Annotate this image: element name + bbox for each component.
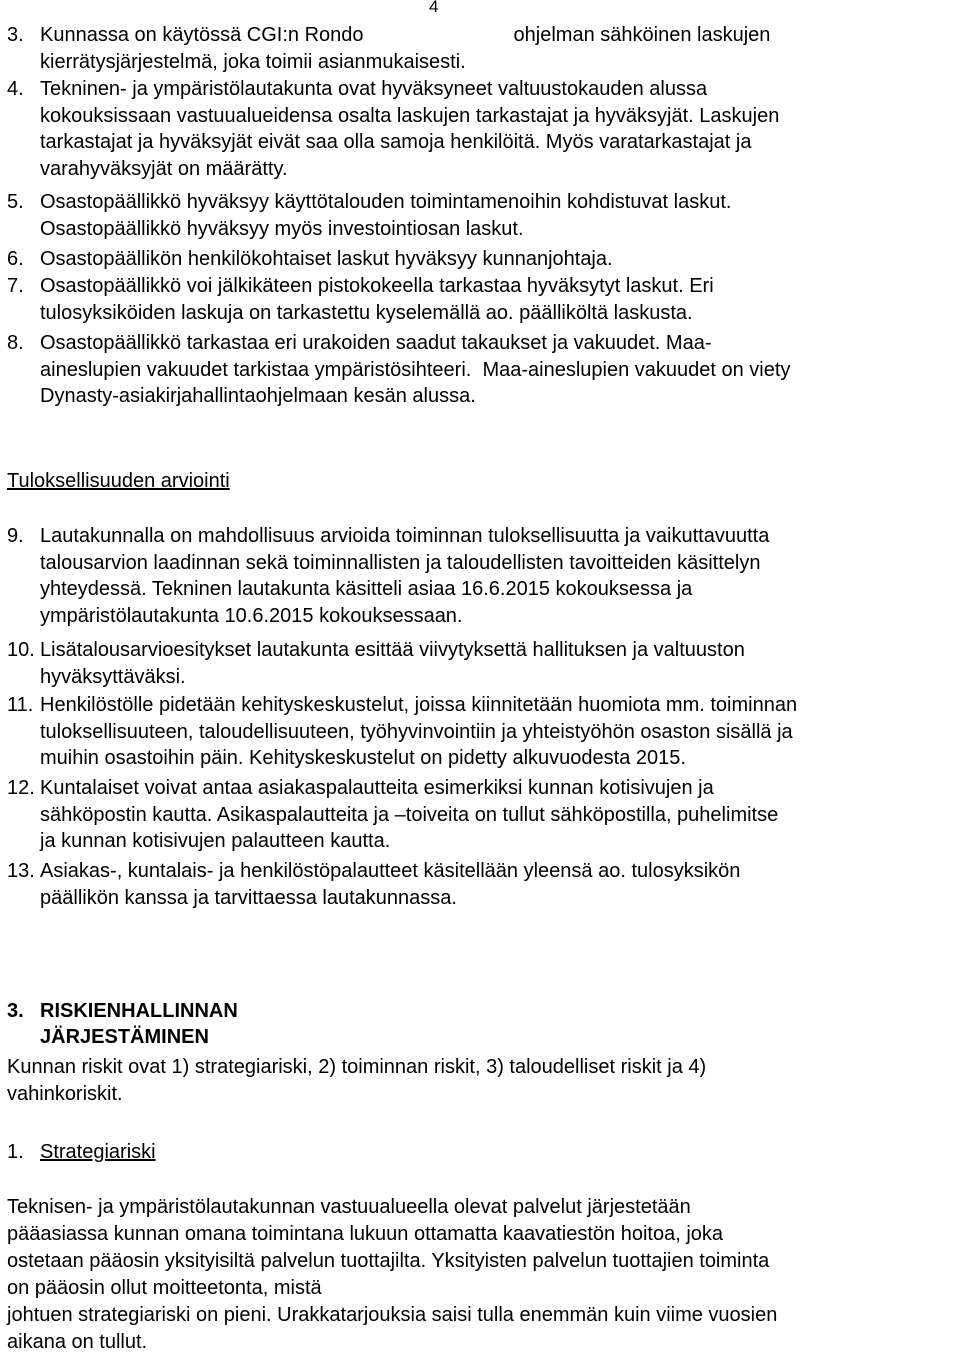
- item-line: Kunnassa on käytössä CGI:n Rondo ohjelman sähköinen laskujen: [40, 24, 771, 46]
- list-item: [7, 76, 952, 182]
- item-line: tuloksellisuuteen, taloudellisuuteen, työhyvinvointiin ja yhteistyöhön osaston sisällä ja: [40, 720, 793, 743]
- item-number: 13.: [7, 860, 35, 882]
- item-line: Kuntalaiset voivat antaa asiakaspalautteita esimerkiksi kunnan kotisivujen ja: [40, 777, 714, 799]
- item-line: Osastopäällikkö voi jälkikäteen pistokokeella tarkastaa hyväksytyt laskut. Eri: [40, 275, 714, 297]
- list-item: [7, 22, 952, 75]
- section-number: 3.: [7, 1000, 24, 1022]
- paragraph-line: pääasiassa kunnan omana toimintana lukuun ottamatta kaavatiestön hoitoa, joka: [7, 1223, 724, 1245]
- item-line: Tekninen- ja ympäristölautakunta ovat hyväksyneet valtuustokauden alussa: [40, 78, 708, 100]
- subsection-heading-strategiariski: [7, 1139, 156, 1165]
- item-line: kierrätysjärjestelmä, joka toimii asianmukaisesti.: [40, 50, 466, 73]
- paragraph-line: Kunnan riskit ovat 1) strategiariski, 2) toiminnan riskit, 3) taloudelliset riskit ja 4): [7, 1056, 707, 1078]
- list-item: [7, 330, 952, 410]
- item-line: Lautakunnalla on mahdollisuus arvioida toiminnan tuloksellisuutta ja vaikuttavuutta: [40, 525, 770, 547]
- item-line: tarkastajat ja hyväksyjät eivät saa olla samoja henkilöitä. Myös varatarkastajat ja: [40, 131, 752, 154]
- list-item: [7, 523, 952, 629]
- item-line: kokouksissaan vastuualueidensa osalta laskujen tarkastajat ja hyväksyjät. Laskujen: [40, 104, 780, 127]
- item-line: hyväksyttäväksi.: [40, 665, 186, 688]
- item-number: 5.: [7, 191, 24, 213]
- item-line: päällikön kanssa ja tarvittaessa lautakunnassa.: [40, 886, 457, 909]
- paragraph-line: on pääosin ollut moitteetonta, mistä: [7, 1277, 322, 1299]
- list-item: [7, 775, 952, 855]
- item-number: 9.: [7, 525, 24, 547]
- item-number: 4.: [7, 78, 24, 100]
- subsection-number: 1.: [7, 1141, 24, 1163]
- item-line: tulosyksiköiden laskuja on tarkastettu kyselemällä ao. päälliköltä laskusta.: [40, 301, 693, 324]
- subsection-title: Strategiariski: [40, 1141, 156, 1163]
- paragraph-line: johtuen strategiariski on pieni. Urakkatarjouksia saisi tulla enemmän kuin viime vuosien: [7, 1304, 778, 1326]
- item-number: 7.: [7, 275, 24, 297]
- item-number: 3.: [7, 24, 24, 46]
- paragraph-line: Teknisen- ja ympäristölautakunnan vastuualueella olevat palvelut järjestetään: [7, 1196, 691, 1218]
- list-item: [7, 246, 952, 273]
- item-line: Osastopäällikkö hyväksyy myös investointiosan laskut.: [40, 217, 524, 240]
- item-number: 10.: [7, 639, 35, 661]
- paragraph-line: ostetaan pääosin yksityisiltä palvelun tuottajilta. Yksityisten palvelun tuottajien toiminta: [7, 1250, 770, 1272]
- paragraph-line: aikana on tullut.: [7, 1331, 148, 1353]
- item-line: sähköpostin kautta. Asikaspalautteita ja –toiveita on tullut sähköpostilla, puhelimitse: [40, 803, 779, 826]
- item-line: aineslupien vakuudet tarkistaa ympäristösihteeri. Maa-aineslupien vakuudet on viety: [40, 358, 791, 381]
- list-item: [7, 637, 952, 690]
- list-item: [7, 273, 952, 326]
- item-line: Osastopäällikkö tarkastaa eri urakoiden saadut takaukset ja vakuudet. Maa-: [40, 332, 712, 354]
- item-number: 11.: [7, 694, 34, 716]
- page-number: 4: [429, 0, 439, 16]
- item-line: talousarvion laadinnan sekä toiminnallisten ja taloudellisten tavoitteiden käsittelyn: [40, 551, 761, 574]
- item-line: Osastopäällikkö hyväksyy käyttötalouden toimintamenoihin kohdistuvat laskut.: [40, 191, 732, 213]
- item-line: ja kunnan kotisivujen palautteen kautta.: [40, 830, 391, 853]
- list-item: [7, 692, 952, 772]
- section-heading-tuloksellisuus: Tuloksellisuuden arviointi: [7, 470, 230, 492]
- item-line: Dynasty-asiakirjahallintaohjelmaan kesän alussa.: [40, 385, 476, 408]
- item-line: Lisätalousarvioesitykset lautakunta esittää viivytyksettä hallituksen ja valtuuston: [40, 639, 745, 661]
- item-number: 6.: [7, 248, 24, 270]
- item-number: 8.: [7, 332, 24, 354]
- list-item: [7, 189, 952, 242]
- item-line: Asiakas-, kuntalais- ja henkilöstöpalautteet käsitellään yleensä ao. tulosyksikön: [40, 860, 741, 882]
- body-paragraph: [7, 1194, 777, 1356]
- item-line: Osastopäällikön henkilökohtaiset laskut hyväksyy kunnanjohtaja.: [40, 248, 613, 270]
- item-line: ympäristölautakunta 10.6.2015 kokouksessaan.: [40, 604, 463, 627]
- item-number: 12.: [7, 777, 35, 799]
- list-item: [7, 858, 952, 911]
- item-line: Henkilöstölle pidetään kehityskeskustelut, joissa kiinnitetään huomiota mm. toiminnan: [40, 694, 798, 716]
- intro-paragraph: [7, 1054, 706, 1108]
- item-line: muihin osastoihin päin. Kehityskeskustelut on pidetty alkuvuodesta 2015.: [40, 747, 686, 770]
- section-heading-riskienhallinta: [7, 998, 238, 1048]
- paragraph-line: vahinkoriskit.: [7, 1083, 123, 1105]
- item-line: yhteydessä. Tekninen lautakunta käsitteli asiaa 16.6.2015 kokouksessa ja: [40, 578, 693, 601]
- section-title: RISKIENHALLINNAN JÄRJESTÄMINEN: [40, 1000, 238, 1048]
- item-line: varahyväksyjät on määrätty.: [40, 157, 288, 180]
